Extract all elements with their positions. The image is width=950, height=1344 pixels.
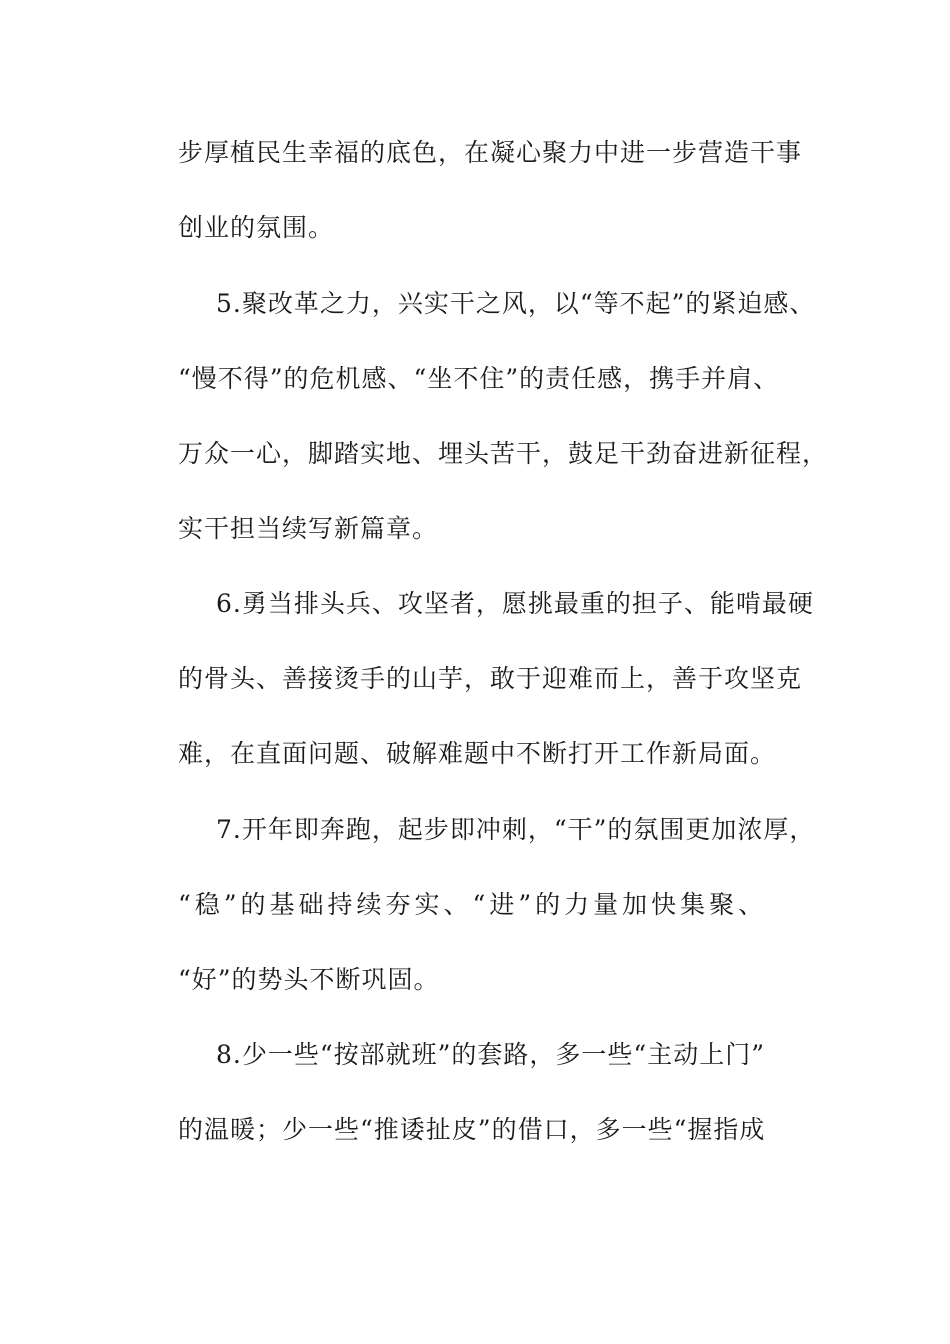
- text-line: 的温暖；少一些“推诿扯皮”的借口，多一些“握指成: [178, 1115, 766, 1144]
- text-line: 步厚植民生幸福的底色，在凝心聚力中进一步营造干事: [178, 138, 803, 167]
- text-line: 创业的氛围。: [178, 213, 335, 242]
- text-line: 万众一心，脚踏实地、埋头苦干，鼓足干劲奋进新征程，: [178, 439, 829, 468]
- paragraph-8-start: 8.少一些“按部就班”的套路，多一些“主动上门”: [216, 1040, 765, 1069]
- text-line: 难，在直面问题、破解难题中不断打开工作新局面。: [178, 739, 777, 768]
- text-line: “好”的势头不断巩固。: [178, 965, 440, 994]
- paragraph-5-start: 5.聚改革之力，兴实干之风，以“等不起”的紧迫感、: [216, 289, 816, 318]
- paragraph-6-start: 6.勇当排头兵、攻坚者，愿挑最重的担子、能啃最硬: [216, 589, 814, 618]
- paragraph-7-start: 7.开年即奔跑，起步即冲刺，“干”的氛围更加浓厚，: [216, 815, 816, 844]
- text-line: “慢不得”的危机感、“坐不住”的责任感，携手并肩、: [178, 364, 780, 393]
- text-line: 实干担当续写新篇章。: [178, 514, 439, 543]
- text-line: 的骨头、善接烫手的山芋，敢于迎难而上，善于攻坚克: [178, 664, 803, 693]
- text-line: “稳”的基础持续夯实、“进”的力量加快集聚、: [178, 890, 768, 919]
